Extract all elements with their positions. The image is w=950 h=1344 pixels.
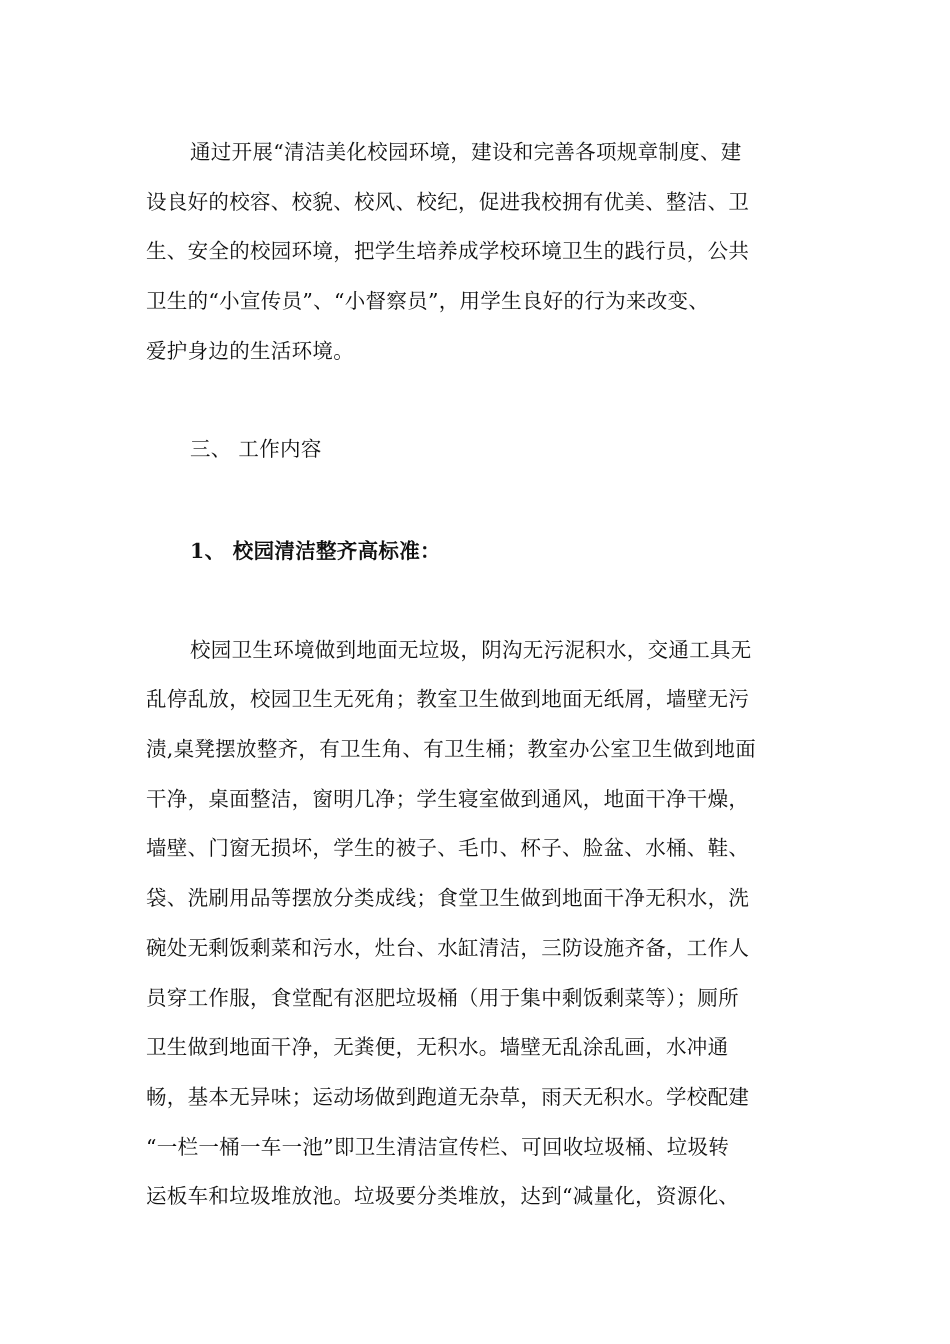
paragraph-line: 卫生做到地面干净，无粪便，无积水。墙壁无乱涂乱画，水冲通 [146, 1035, 729, 1059]
paragraph-line: 碗处无剩饭剩菜和污水，灶台、水缸清洁，三防设施齐备，工作人 [146, 936, 750, 960]
paragraph-line: 运板车和垃圾堆放池。垃圾要分类堆放，达到“减量化，资源化、 [146, 1184, 740, 1208]
paragraph-line: 员穿工作服，食堂配有沤肥垃圾桶（用于集中剩饭剩菜等）；厕所 [146, 986, 739, 1010]
paragraph-line: 渍,桌凳摆放整齐，有卫生角、有卫生桶；教室办公室卫生做到地面 [146, 737, 757, 761]
paragraph-line: 生、安全的校园环境，把学生培养成学校环境卫生的践行员，公共 [146, 239, 750, 263]
paragraph-line: 爱护身边的生活环境。 [146, 339, 354, 363]
paragraph-line: 袋、洗刷用品等摆放分类成线；食堂卫生做到地面干净无积水，洗 [146, 886, 750, 910]
paragraph-line: 乱停乱放，校园卫生无死角；教室卫生做到地面无纸屑，墙壁无污 [146, 687, 750, 711]
paragraph-line: 畅，基本无异味；运动场做到跑道无杂草，雨天无积水。学校配建 [146, 1085, 750, 1109]
subsection-heading: 1、 校园清洁整齐高标准： [190, 539, 441, 563]
paragraph-line: “一栏一桶一车一池”即卫生清洁宣传栏、可回收垃圾桶、垃圾转 [146, 1135, 730, 1159]
paragraph-line: 通过开展“清洁美化校园环境，建设和完善各项规章制度、建 [190, 140, 742, 164]
paragraph-line: 墙壁、门窗无损坏，学生的被子、毛巾、杯子、脸盆、水桶、鞋、 [146, 836, 750, 860]
section-heading: 三、 工作内容 [190, 437, 322, 461]
paragraph-line: 卫生的“小宣传员”、“小督察员”，用学生良好的行为来改变、 [146, 289, 710, 313]
paragraph-line: 设良好的校容、校貌、校风、校纪，促进我校拥有优美、整洁、卫 [146, 190, 750, 214]
paragraph-line: 校园卫生环境做到地面无垃圾，阴沟无污泥积水，交通工具无 [190, 638, 752, 662]
paragraph-line: 干净，桌面整洁，窗明几净；学生寝室做到通风，地面干净干燥， [146, 787, 750, 811]
